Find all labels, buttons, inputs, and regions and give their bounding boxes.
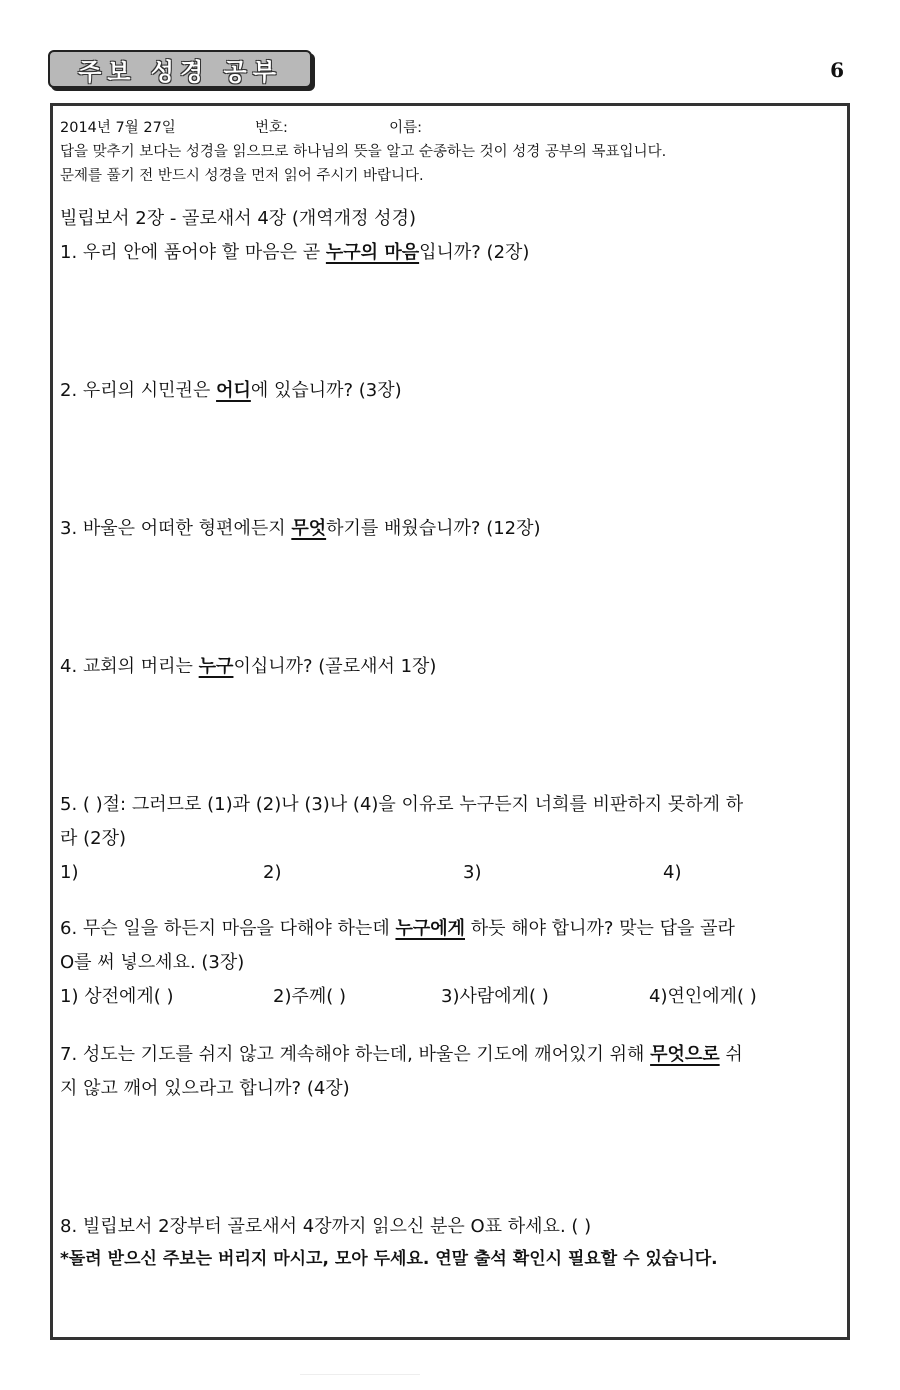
date-text: 2014년 7월 27일 bbox=[60, 120, 176, 136]
reading-range: 빌립보서 2장 - 골로새서 4장 (개역개정 성경) bbox=[60, 208, 416, 229]
q2-text-end: 에 있습니까? (3장) bbox=[250, 380, 402, 401]
q5-option-2: 2) bbox=[263, 862, 282, 883]
question-1 bbox=[60, 236, 842, 270]
question-6-options bbox=[60, 980, 842, 1014]
q1-text-end: 입니까? (2장) bbox=[419, 242, 530, 263]
q6-option-1: 1) 상전에게( ) bbox=[60, 986, 174, 1007]
q3-text: 3. 바울은 어떠한 형편에든지 bbox=[60, 518, 292, 539]
question-3 bbox=[60, 512, 842, 546]
q4-text: 4. 교회의 머리는 bbox=[60, 656, 199, 677]
question-2 bbox=[60, 374, 842, 408]
name-label: 이름: bbox=[389, 120, 423, 136]
page-number: 6 bbox=[830, 58, 844, 82]
answer-space bbox=[60, 546, 842, 650]
answer-space bbox=[60, 890, 842, 912]
question-6-line-2: O를 써 넣으세요. (3장) bbox=[60, 952, 245, 973]
q6-text: 6. 무슨 일을 하든지 마음을 다해야 하는데 bbox=[60, 918, 396, 939]
intro-line-2: 문제를 풀기 전 반드시 성경을 먼저 읽어 주시기 바랍니다. bbox=[60, 168, 424, 184]
header-title: 주보 성경 공부 bbox=[48, 50, 312, 88]
answer-space bbox=[60, 684, 842, 788]
q4-text-end: 이십니까? (골로새서 1장) bbox=[233, 656, 437, 677]
q5-option-3: 3) bbox=[463, 862, 482, 883]
footer-mark bbox=[300, 1374, 420, 1375]
q2-keyword: 어디 bbox=[216, 380, 251, 401]
q6-option-2: 2)주께( ) bbox=[273, 986, 347, 1007]
answer-space bbox=[60, 1106, 842, 1210]
q6-keyword: 누구에게 bbox=[395, 918, 465, 939]
q6-option-3: 3)사람에게( ) bbox=[441, 986, 549, 1007]
answer-space bbox=[60, 408, 842, 512]
q5-option-1: 1) bbox=[60, 862, 79, 883]
q7-text-end: 쉬 bbox=[719, 1044, 743, 1065]
q2-text: 2. 우리의 시민권은 bbox=[60, 380, 217, 401]
question-5-line-1: 5. ( )절: 그러므로 (1)과 (2)나 (3)나 (4)을 이유로 누구든지 너희를 비판하지 못하게 하 bbox=[60, 794, 744, 815]
q6-option-4: 4)연인에게( ) bbox=[649, 986, 757, 1007]
number-label: 번호: bbox=[255, 120, 288, 136]
question-7-line-2: 지 않고 깨어 있으라고 합니까? (4장) bbox=[60, 1078, 350, 1099]
question-7-line-1 bbox=[60, 1038, 842, 1072]
question-5-options bbox=[60, 856, 842, 890]
q1-keyword: 누구의 마음 bbox=[325, 242, 420, 263]
question-6-line-1 bbox=[60, 912, 842, 946]
q1-text: 1. 우리 안에 품어야 할 마음은 곧 bbox=[60, 242, 326, 263]
question-8: 8. 빌립보서 2장부터 골로새서 4장까지 읽으신 분은 O표 하세요. ( ) bbox=[60, 1216, 592, 1237]
q6-text-end: 하듯 해야 합니까? 맞는 답을 골라 bbox=[465, 918, 735, 939]
q7-keyword: 무엇으로 bbox=[650, 1044, 720, 1065]
q3-keyword: 무엇 bbox=[291, 518, 327, 539]
question-5-line-2: 라 (2장) bbox=[60, 828, 126, 849]
intro-line-1: 답을 맞추기 보다는 성경을 읽으므로 하나님의 뜻을 알고 순종하는 것이 성경 공부의 목표입니다. bbox=[60, 144, 667, 160]
notice-text: *돌려 받으신 주보는 버리지 마시고, 모아 두세요. 연말 출석 확인시 필요할 수 있습니다. bbox=[60, 1249, 718, 1269]
answer-space bbox=[60, 1014, 842, 1038]
q3-text-end: 하기를 배웠습니까? (12장) bbox=[326, 518, 541, 539]
q5-option-4: 4) bbox=[663, 862, 682, 883]
q4-keyword: 누구 bbox=[198, 656, 234, 677]
info-row bbox=[60, 116, 842, 140]
question-4 bbox=[60, 650, 842, 684]
worksheet-content bbox=[60, 116, 842, 1274]
answer-space bbox=[60, 270, 842, 374]
q7-text: 7. 성도는 기도를 쉬지 않고 계속해야 하는데, 바울은 기도에 깨어있기 위해 bbox=[60, 1044, 651, 1065]
